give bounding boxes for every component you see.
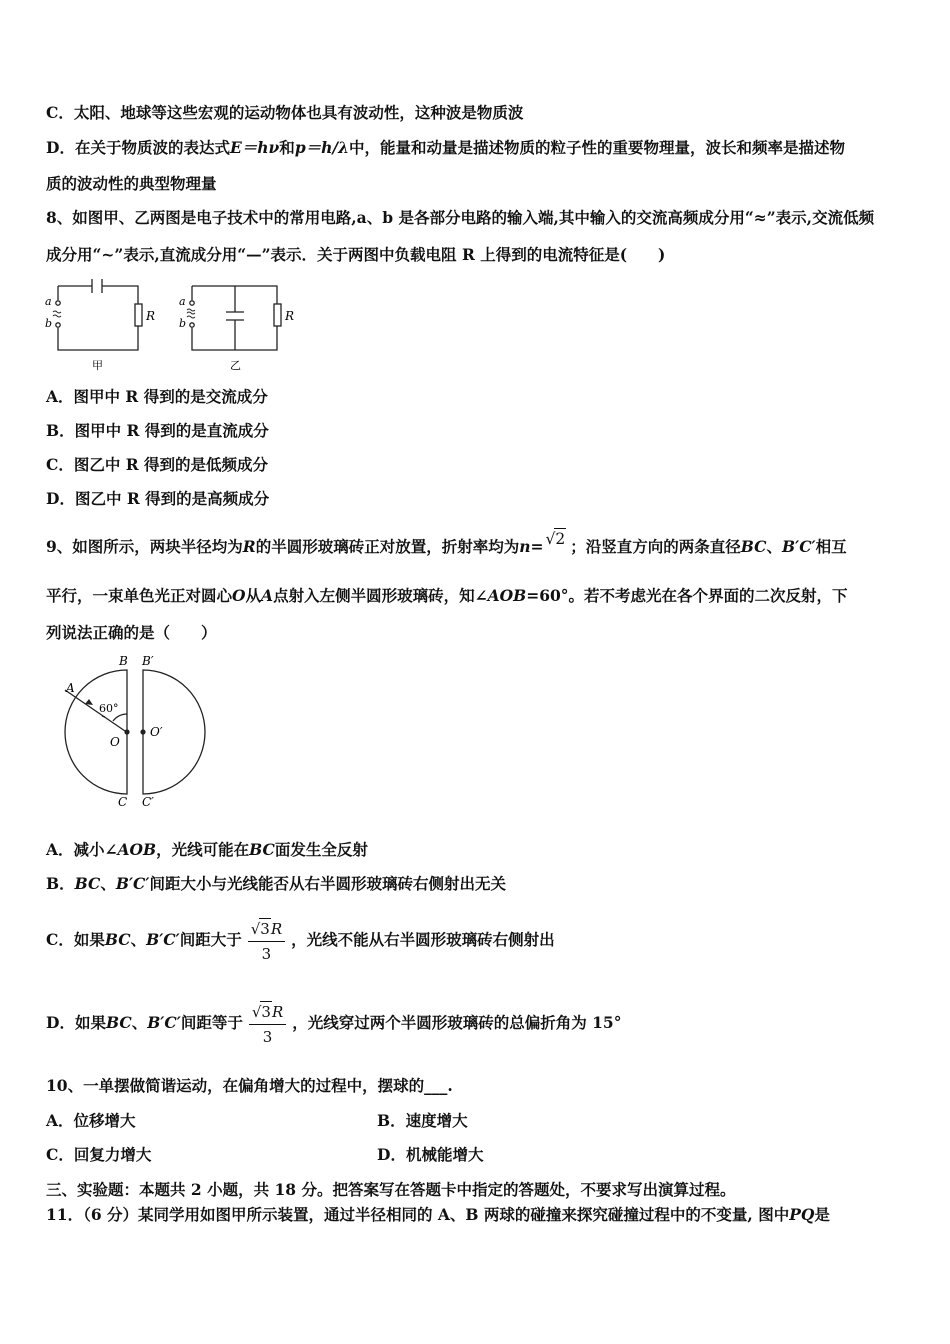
circuit-jia-label-r: R (146, 309, 156, 323)
circuit-yi-label-r: R (285, 309, 295, 323)
q8-circuit-figure (40, 270, 300, 375)
label-c: C (118, 795, 128, 809)
center-op-dot (140, 729, 145, 734)
label-angle: 60° (99, 702, 119, 715)
q11-stem-line1: 11．（6 分）某同学用如图甲所示装置，通过半径相同的 A、B 两球的碰撞来探究碰撞过程中的不变量, 图中PQ是 (46, 1205, 830, 1224)
q10-option-c: C．回复力增大 (46, 1145, 152, 1164)
fraction-sqrt3r-over-3: $\frac{√3R}{3}$ (248, 918, 285, 964)
q9-option-d: D．如果BC、B′C′间距等于 $\frac{√3R}{3}$ ，光线穿过两个半圆形玻璃砖的总偏折角为 15° (46, 1003, 622, 1046)
q7-option-d: D．在关于物质波的表达式E＝hν和p＝h/λ中，能量和动量是描述物质的粒子性的重要物理量，波长和频率是描述物 (46, 138, 845, 157)
label-op: O′ (150, 725, 163, 739)
q8-stem-line1: 8、如图甲、乙两图是电子技术中的常用电路,a、b 是各部分电路的输入端,其中输入的交流高频成分用“≈”表示,交流低频 (46, 208, 875, 227)
q9-stem-line3: 列说法正确的是（ ） (46, 623, 217, 642)
q10-option-a: A．位移增大 (46, 1111, 136, 1130)
center-o-dot (124, 729, 129, 734)
circuit-yi-label-b: b (179, 317, 187, 330)
q9-glass-figure (55, 652, 215, 814)
circuit-yi-label-a: a (179, 295, 186, 308)
fraction-sqrt3r-over-3: $\frac{√3R}{3}$ (249, 1001, 286, 1047)
sqrt-2: √2 (545, 530, 566, 548)
q8-option-b: B．图甲中 R 得到的是直流成分 (46, 421, 269, 440)
q9-stem-line1: 9、如图所示，两块半径均为R的半圆形玻璃砖正对放置，折射率均为n= √2 ；沿竖直方向的两条直径BC、B′C′相互 (46, 530, 847, 556)
section-3-heading: 三、实验题：本题共 2 小题，共 18 分。把答案写在答题卡中指定的答题处，不要求写出演算过程。 (46, 1180, 736, 1199)
q10-stem: 10、一单摆做简谐运动，在偏角增大的过程中，摆球的___. (46, 1076, 453, 1095)
label-b: B (119, 654, 128, 668)
q9-stem-line2: 平行，一束单色光正对圆心O从A点射入左侧半圆形玻璃砖，知∠AOB=60°。若不考虑光在各个界面的二次反射，下 (46, 586, 848, 605)
label-o: O (110, 735, 120, 749)
q9-option-b: B．BC、B′C′间距大小与光线能否从右半圆形玻璃砖右侧射出无关 (46, 874, 506, 893)
q8-option-c: C．图乙中 R 得到的是低频成分 (46, 455, 269, 474)
q10-option-b: B．速度增大 (377, 1111, 468, 1130)
q9-option-c: C．如果BC、B′C′间距大于 $\frac{√3R}{3}$ ，光线不能从右半圆形玻璃砖右侧射出 (46, 920, 555, 963)
circuit-jia-label-b: b (45, 317, 53, 330)
circuit-jia-caption: 甲 (92, 359, 103, 372)
circuit-jia-label-a: a (45, 295, 52, 308)
label-cp: C′ (142, 795, 154, 809)
q7-option-c: C．太阳、地球等这些宏观的运动物体也具有波动性，这种波是物质波 (46, 103, 524, 122)
q8-option-d: D．图乙中 R 得到的是高频成分 (46, 489, 270, 508)
label-bp: B′ (142, 654, 154, 668)
q7-option-d-cont: 质的波动性的典型物理量 (46, 174, 217, 193)
q10-option-d: D．机械能增大 (377, 1145, 484, 1164)
q8-option-a: A．图甲中 R 得到的是交流成分 (46, 387, 268, 406)
circuit-yi (187, 286, 281, 350)
q9-option-a: A．减小∠AOB，光线可能在BC面发生全反射 (46, 840, 368, 859)
q8-stem-line2: 成分用“~”表示,直流成分用“—”表示．关于两图中负载电阻 R 上得到的电流特征是( ) (46, 245, 666, 264)
circuit-jia (53, 279, 142, 350)
label-a: A (66, 681, 75, 695)
circuit-yi-caption: 乙 (230, 359, 241, 372)
